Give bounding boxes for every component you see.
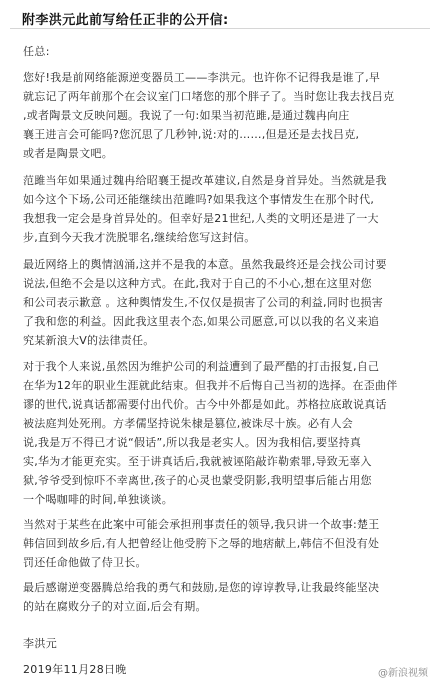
paragraph-line: 的站在腐败分子的对立面,后会有期。 [23, 600, 207, 613]
paragraph-line: 和公司表示歉意 。这种舆情发生,不仅仅是损害了公司的利益,同时也损害 [23, 296, 383, 309]
paragraph-line: 在华为12年的职业生涯就此结束。但我并不后悔自己当初的选择。在歪曲伴 [23, 379, 398, 392]
paragraph-line: 步,直到今天我才洗脱罪名,继续给您写这封信。 [23, 231, 256, 244]
paragraph-line: 罚还任命他做了侍卫长。 [23, 556, 147, 569]
title-divider [10, 28, 430, 29]
paragraph-line: 最后感谢逆变器腾总给我的勇气和鼓励,是您的谆谆教导,让我最终能坚决 [23, 581, 380, 594]
paragraph-line: 当然对于某些在此案中可能会承担刑事责任的领导,我只讲一个故事:楚王 [23, 518, 380, 531]
paragraph-5 [23, 515, 423, 572]
paragraph-1 [23, 68, 423, 163]
paragraph-3 [23, 255, 423, 350]
source-watermark: @新浪视频 [378, 668, 428, 679]
paragraph-line: 如今这个下场,公司还能继续出范雎吗?如果我这个事情发生在那个时代, [23, 193, 375, 206]
paragraph-line: 范雎当年如果通过魏冉给昭襄王提改革建议,自然是身首异处。当然就是我 [23, 174, 387, 187]
paragraph-line: 究某新浪大V的法律责任。 [23, 334, 155, 347]
paragraph-line: 谬的世代,说真话都需要付出代价。古今中外都是如此。苏格拉底敢说真话 [23, 398, 387, 411]
paragraph-line: 或者是陶景文吧。 [23, 147, 113, 160]
paragraph-line: 说,我是万不得已才说“假话”,所以我是老实人。因为我相信,要坚持真 [23, 436, 362, 449]
paragraph-line: 襄王进言会可能吗?您沉思了几秒钟,说:对的……,但是还是去找吕克, [23, 128, 360, 141]
paragraph-line: 对于我个人来说,虽然因为维护公司的利益遭到了最严酷的打击报复,自己 [23, 360, 380, 373]
paragraph-line: 就忘记了两年前那个在会议室门口堵您的那个胖子了。当时您让我去找吕克 [23, 90, 395, 103]
paragraph-4 [23, 357, 423, 509]
letter-title: 附李洪元此前写给任正非的公开信: [22, 13, 229, 28]
paragraph-line: 被法庭判处死刑。方孝儒坚持说朱棣是篡位,被诛尽十族。必有人会 [23, 417, 353, 430]
paragraph-line: 实,华为才能更充实。至于讲真话后,我就被诬陷敲诈勒索罪,导致无辜入 [23, 455, 372, 468]
paragraph-line: 说法,但绝不会是以这种方式。在此,我对于自己的不小心,想在这里对您 [23, 277, 372, 290]
paragraph-line: 最近网络上的舆情汹涌,这并不是我的本意。虽然我最终还是会找公司讨要 [23, 258, 387, 271]
paragraph-line: 韩信回到故乡后,有人把曾经让他受胯下之辱的地痞献上,韩信不但没有处 [23, 537, 380, 550]
paragraph-6 [23, 578, 423, 616]
paragraph-line: 狱,爷爷受到惊吓不幸离世,孩子的心灵也蒙受阴影,我明望事后能占用您 [23, 474, 372, 487]
paragraph-line: ,或者陶景文反映问题。我说了一句:如果当初范雎,是通过魏冉向庄 [23, 109, 350, 122]
salutation: 任总: [23, 45, 50, 58]
signature: 李洪元 [23, 637, 58, 650]
paragraph-line: 我想我一定会是身首异处的。但幸好是21世纪,人类的文明还是进了一大 [23, 212, 379, 225]
letter-date: 2019年11月28日晚 [23, 663, 127, 676]
paragraph-line: 一个喝咖啡的时间,单独谈谈。 [23, 493, 173, 506]
paragraph-line: 了我和您的利益。因此我这里表个态,如果公司愿意,可以以我的名义来追 [23, 315, 380, 328]
paragraph-2 [23, 171, 423, 247]
paragraph-line: 您好!我是前网络能源逆变器员工——李洪元。也许你不记得我是谁了,早 [23, 71, 381, 84]
